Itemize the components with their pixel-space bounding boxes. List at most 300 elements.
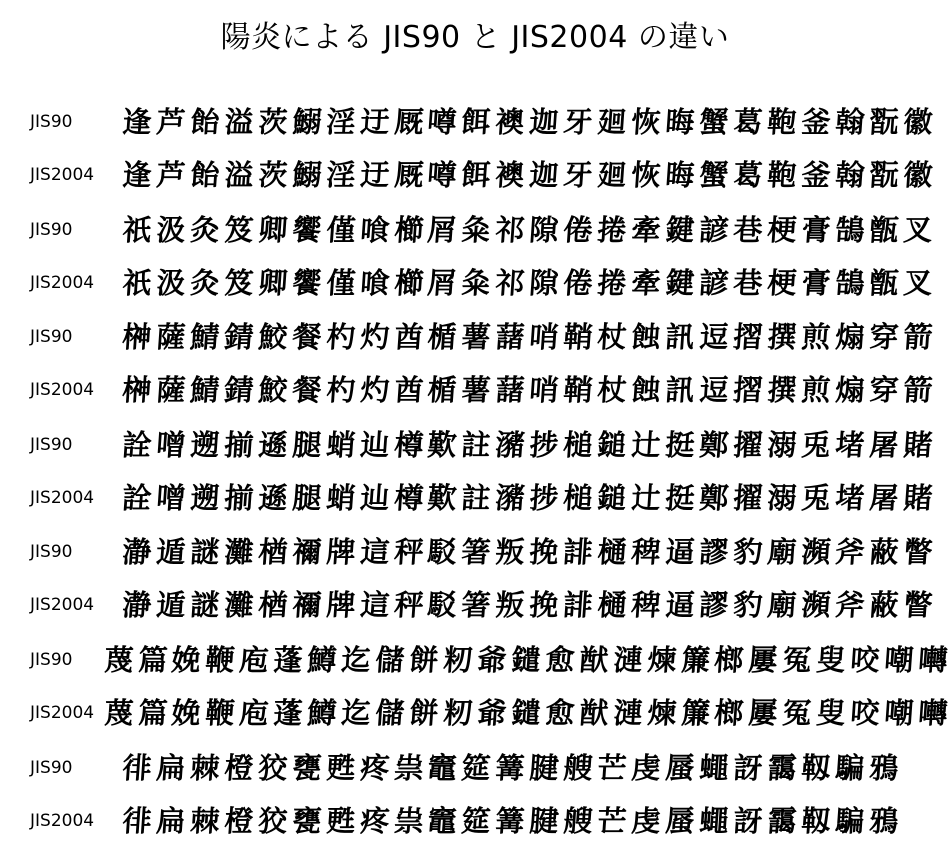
kanji-glyph: 牙 [562, 105, 594, 139]
kanji-glyph: 茨 [257, 158, 289, 192]
kanji-glyph: 飴 [189, 105, 221, 139]
kanji-glyph: 粂 [460, 212, 493, 247]
kanji-glyph: 灘 [223, 535, 255, 570]
kanji-glyph: 囀 [917, 695, 949, 730]
kanji-glyph: 橙 [223, 750, 255, 785]
jis2004-row [0, 795, 950, 848]
kanji-glyph: 淫 [324, 105, 357, 139]
kanji-glyph: 芦 [155, 158, 187, 192]
kanji-glyph: 疼 [358, 803, 391, 838]
kanji-glyph: 庖 [238, 642, 271, 677]
kanji-glyph: 餐 [290, 320, 323, 355]
kanji-glyph: 狡 [257, 750, 289, 785]
kanji-glyph: 堵 [833, 480, 866, 515]
kanji-glyph: 僅 [324, 265, 357, 300]
kanji-glyph: 迄 [340, 695, 372, 730]
jis90-label: JIS90 [30, 649, 73, 670]
kanji-glyph: 鍵 [664, 212, 696, 247]
kanji-glyph: 愈 [544, 695, 576, 730]
kanji-glyph: 鱒 [306, 695, 338, 730]
kanji-glyph: 釜 [800, 105, 832, 139]
kanji-glyph: 膏 [800, 212, 832, 247]
kanji-glyph: 甕 [290, 803, 323, 838]
kanji-glyph: 擢 [732, 427, 764, 462]
kanji-glyph: 叉 [901, 212, 934, 247]
kanji-glyph: 蟹 [698, 105, 730, 139]
kanji-glyph: 秤 [392, 535, 425, 570]
kanji-glyph: 謬 [698, 588, 730, 623]
kanji-glyph: 樽 [392, 480, 425, 515]
kanji-glyph: 禰 [290, 588, 323, 623]
kanji-glyph: 挽 [528, 588, 560, 623]
character-group [0, 311, 950, 417]
kanji-glyph: 榔 [713, 695, 746, 730]
kanji-glyph: 煉 [645, 642, 678, 677]
glyph-sequence [120, 364, 935, 417]
kanji-glyph: 賭 [901, 480, 934, 515]
kanji-glyph: 祟 [392, 803, 425, 838]
kanji-glyph: 餐 [290, 373, 323, 408]
kanji-glyph: 鎚 [596, 480, 628, 515]
jis2004-label: JIS2004 [30, 595, 95, 616]
kanji-glyph: 杓 [324, 320, 357, 355]
kanji-glyph: 迦 [528, 105, 560, 139]
kanji-glyph: 冤 [781, 642, 814, 677]
kanji-glyph: 誹 [562, 535, 594, 570]
kanji-glyph: 駁 [426, 535, 459, 570]
kanji-glyph: 灘 [223, 588, 255, 623]
kanji-glyph: 廟 [766, 535, 798, 570]
jis90-row [0, 96, 950, 149]
kanji-glyph: 汲 [155, 212, 187, 247]
jis2004-label: JIS2004 [30, 702, 95, 723]
kanji-glyph: 鰯 [290, 158, 323, 192]
kanji-glyph: 榔 [713, 642, 746, 677]
kanji-glyph: 瀞 [121, 535, 153, 570]
kanji-glyph: 穿 [867, 320, 900, 355]
kanji-glyph: 祇 [121, 212, 153, 247]
kanji-glyph: 註 [460, 427, 493, 462]
kanji-glyph: 迂 [358, 105, 391, 139]
kanji-glyph: 灸 [189, 212, 221, 247]
kanji-glyph: 鑓 [510, 642, 542, 677]
kanji-glyph: 甦 [324, 803, 357, 838]
kanji-glyph: 駁 [426, 588, 459, 623]
jis2004-label: JIS2004 [30, 272, 95, 293]
kanji-glyph: 辻 [630, 427, 662, 462]
kanji-glyph: 晦 [664, 158, 696, 192]
kanji-glyph: 鞄 [766, 158, 798, 192]
kanji-glyph: 櫛 [392, 212, 425, 247]
kanji-glyph: 訝 [732, 803, 764, 838]
kanji-glyph: 襖 [494, 105, 527, 139]
kanji-glyph: 廻 [596, 158, 628, 192]
kanji-glyph: 禰 [290, 535, 323, 570]
kanji-glyph: 薩 [155, 320, 187, 355]
glyph-sequence [120, 742, 901, 795]
kanji-glyph: 煉 [645, 695, 678, 730]
kanji-glyph: 甑 [867, 265, 900, 300]
jis2004-row [0, 364, 950, 417]
kanji-glyph: 辻 [630, 480, 662, 515]
comparison-table [0, 96, 950, 849]
kanji-glyph: 鞘 [562, 373, 594, 408]
kanji-glyph: 庖 [238, 695, 271, 730]
kanji-glyph: 翫 [867, 105, 900, 139]
kanji-glyph: 捲 [596, 212, 628, 247]
kanji-glyph: 篝 [494, 803, 527, 838]
kanji-glyph: 訊 [664, 320, 696, 355]
kanji-glyph: 牙 [562, 158, 594, 192]
jis90-row [0, 634, 950, 687]
glyph-sequence [102, 634, 950, 687]
kanji-glyph: 豹 [732, 535, 764, 570]
jis90-row [0, 419, 950, 472]
kanji-glyph: 薯 [460, 373, 493, 408]
kanji-glyph: 楢 [257, 588, 289, 623]
kanji-glyph: 樋 [596, 588, 628, 623]
kanji-glyph: 挺 [664, 480, 696, 515]
kanji-glyph: 扁 [155, 750, 187, 785]
kanji-glyph: 屠 [867, 480, 900, 515]
kanji-glyph: 溢 [223, 158, 255, 192]
kanji-glyph: 辿 [358, 480, 391, 515]
kanji-glyph: 翰 [833, 158, 866, 192]
kanji-glyph: 笈 [223, 265, 255, 300]
kanji-glyph: 逢 [121, 158, 153, 192]
kanji-glyph: 鍵 [664, 265, 696, 300]
kanji-glyph: 晦 [664, 105, 696, 139]
kanji-glyph: 恢 [630, 105, 662, 139]
kanji-glyph: 叛 [494, 588, 527, 623]
kanji-glyph: 溺 [766, 480, 798, 515]
kanji-glyph: 挽 [528, 535, 560, 570]
kanji-glyph: 廟 [766, 588, 798, 623]
kanji-glyph: 榊 [121, 373, 153, 408]
kanji-glyph: 瀕 [800, 535, 832, 570]
jis2004-row [0, 149, 950, 202]
kanji-glyph: 擢 [732, 480, 764, 515]
kanji-glyph: 哨 [528, 373, 560, 408]
kanji-glyph: 瀦 [494, 480, 527, 515]
kanji-glyph: 囀 [917, 642, 949, 677]
kanji-glyph: 蔑 [102, 695, 135, 730]
jis2004-label: JIS2004 [30, 487, 95, 508]
kanji-glyph: 遡 [189, 427, 221, 462]
kanji-glyph: 歎 [426, 480, 459, 515]
kanji-glyph: 薯 [460, 320, 493, 355]
kanji-glyph: 溺 [766, 427, 798, 462]
kanji-glyph: 秤 [392, 588, 425, 623]
kanji-glyph: 藷 [494, 373, 527, 408]
kanji-glyph: 鎚 [596, 427, 628, 462]
jis90-row [0, 204, 950, 257]
kanji-glyph: 咬 [849, 695, 881, 730]
kanji-glyph: 飴 [189, 158, 221, 192]
kanji-glyph: 籾 [442, 642, 474, 677]
kanji-glyph: 煎 [800, 373, 832, 408]
kanji-glyph: 艘 [562, 750, 594, 785]
kanji-glyph: 漣 [611, 695, 644, 730]
kanji-glyph: 翫 [867, 158, 900, 192]
kanji-glyph: 甑 [867, 212, 900, 247]
character-group [0, 634, 950, 740]
glyph-sequence [120, 204, 935, 257]
kanji-glyph: 穿 [867, 373, 900, 408]
kanji-glyph: 鯖 [189, 373, 221, 408]
kanji-glyph: 歎 [426, 427, 459, 462]
kanji-glyph: 誹 [562, 588, 594, 623]
kanji-glyph: 鄭 [698, 480, 730, 515]
kanji-glyph: 斧 [833, 535, 866, 570]
kanji-glyph: 鑓 [510, 695, 542, 730]
kanji-glyph: 噌 [155, 427, 187, 462]
kanji-glyph: 鞭 [204, 642, 237, 677]
kanji-glyph: 釜 [800, 158, 832, 192]
character-group [0, 742, 950, 848]
kanji-glyph: 甕 [290, 750, 323, 785]
kanji-glyph: 這 [358, 588, 391, 623]
kanji-glyph: 煽 [833, 373, 866, 408]
kanji-glyph: 蓬 [272, 695, 304, 730]
kanji-glyph: 娩 [170, 695, 203, 730]
kanji-glyph: 喰 [358, 265, 391, 300]
jis2004-row [0, 257, 950, 310]
kanji-glyph: 筵 [460, 803, 493, 838]
kanji-glyph: 這 [358, 535, 391, 570]
kanji-glyph: 摺 [732, 320, 764, 355]
glyph-sequence [120, 526, 935, 579]
kanji-glyph: 篇 [136, 695, 169, 730]
kanji-glyph: 徽 [901, 158, 934, 192]
kanji-glyph: 兎 [800, 480, 832, 515]
kanji-glyph: 恢 [630, 158, 662, 192]
kanji-glyph: 笈 [223, 212, 255, 247]
character-group [0, 204, 950, 310]
kanji-glyph: 槌 [562, 480, 594, 515]
kanji-glyph: 灼 [358, 320, 391, 355]
kanji-glyph: 屢 [747, 695, 780, 730]
kanji-glyph: 鴉 [867, 750, 900, 785]
kanji-glyph: 揃 [223, 427, 255, 462]
kanji-glyph: 徽 [901, 105, 934, 139]
kanji-glyph: 榊 [121, 320, 153, 355]
kanji-glyph: 膏 [800, 265, 832, 300]
kanji-glyph: 篇 [136, 642, 169, 677]
kanji-glyph: 鞄 [766, 105, 798, 139]
kanji-glyph: 猷 [577, 642, 610, 677]
kanji-glyph: 撰 [766, 320, 798, 355]
kanji-glyph: 楢 [257, 535, 289, 570]
kanji-glyph: 爺 [476, 642, 508, 677]
kanji-glyph: 謎 [189, 535, 221, 570]
kanji-glyph: 薩 [155, 373, 187, 408]
kanji-glyph: 酋 [392, 373, 425, 408]
kanji-glyph: 堵 [833, 427, 866, 462]
kanji-glyph: 儲 [374, 695, 406, 730]
kanji-glyph: 叟 [815, 695, 847, 730]
kanji-glyph: 葛 [732, 105, 764, 139]
kanji-glyph: 倦 [562, 265, 594, 300]
kanji-glyph: 簾 [679, 695, 712, 730]
kanji-glyph: 祁 [494, 212, 527, 247]
kanji-glyph: 鯖 [189, 320, 221, 355]
kanji-glyph: 謎 [189, 588, 221, 623]
kanji-glyph: 蛸 [324, 427, 357, 462]
kanji-glyph: 騙 [833, 803, 866, 838]
kanji-glyph: 牽 [630, 212, 662, 247]
kanji-glyph: 喰 [358, 212, 391, 247]
kanji-glyph: 靱 [800, 803, 832, 838]
kanji-glyph: 猷 [577, 695, 610, 730]
kanji-glyph: 靄 [766, 750, 798, 785]
glyph-sequence [120, 257, 935, 310]
kanji-glyph: 咬 [849, 642, 881, 677]
kanji-glyph: 屑 [426, 212, 459, 247]
kanji-glyph: 祟 [392, 750, 425, 785]
jis90-label: JIS90 [30, 219, 73, 240]
kanji-glyph: 棘 [189, 750, 221, 785]
kanji-glyph: 牌 [324, 535, 357, 570]
kanji-glyph: 溢 [223, 105, 255, 139]
kanji-glyph: 藷 [494, 320, 527, 355]
kanji-glyph: 汲 [155, 265, 187, 300]
kanji-glyph: 牌 [324, 588, 357, 623]
kanji-glyph: 蛸 [324, 480, 357, 515]
kanji-glyph: 錆 [223, 320, 255, 355]
kanji-glyph: 隙 [528, 212, 560, 247]
kanji-glyph: 蔽 [867, 588, 900, 623]
jis90-row [0, 526, 950, 579]
kanji-glyph: 遁 [155, 588, 187, 623]
kanji-glyph: 屑 [426, 265, 459, 300]
kanji-glyph: 叟 [815, 642, 847, 677]
kanji-glyph: 迄 [340, 642, 372, 677]
kanji-glyph: 虔 [630, 803, 662, 838]
kanji-glyph: 謬 [698, 535, 730, 570]
kanji-glyph: 逗 [698, 320, 730, 355]
kanji-glyph: 遡 [189, 480, 221, 515]
kanji-glyph: 艘 [562, 803, 594, 838]
kanji-glyph: 樋 [596, 535, 628, 570]
glyph-sequence [120, 311, 935, 364]
kanji-glyph: 僅 [324, 212, 357, 247]
kanji-glyph: 厩 [392, 158, 425, 192]
glyph-sequence [120, 96, 935, 149]
kanji-glyph: 逗 [698, 373, 730, 408]
kanji-glyph: 棘 [189, 803, 221, 838]
kanji-glyph: 酋 [392, 320, 425, 355]
kanji-glyph: 屠 [867, 427, 900, 462]
kanji-glyph: 扁 [155, 803, 187, 838]
kanji-glyph: 煎 [800, 320, 832, 355]
jis90-row [0, 742, 950, 795]
kanji-glyph: 杖 [596, 373, 628, 408]
kanji-glyph: 茨 [257, 105, 289, 139]
kanji-glyph: 籾 [442, 695, 474, 730]
kanji-glyph: 愈 [544, 642, 576, 677]
kanji-glyph: 兎 [800, 427, 832, 462]
kanji-glyph: 櫛 [392, 265, 425, 300]
jis2004-row [0, 687, 950, 740]
kanji-glyph: 鞘 [562, 320, 594, 355]
kanji-glyph: 卿 [257, 212, 289, 247]
kanji-glyph: 撰 [766, 373, 798, 408]
kanji-glyph: 蓬 [272, 642, 304, 677]
kanji-glyph: 逼 [664, 588, 696, 623]
character-group [0, 526, 950, 632]
jis2004-label: JIS2004 [30, 165, 95, 185]
kanji-glyph: 祇 [121, 265, 153, 300]
kanji-glyph: 揃 [223, 480, 255, 515]
kanji-glyph: 腱 [528, 803, 560, 838]
kanji-glyph: 灼 [358, 373, 391, 408]
kanji-glyph: 楯 [426, 373, 459, 408]
kanji-glyph: 煽 [833, 320, 866, 355]
kanji-glyph: 靄 [766, 803, 798, 838]
kanji-glyph: 箭 [901, 373, 934, 408]
jis90-label: JIS90 [30, 112, 73, 132]
kanji-glyph: 蝕 [630, 320, 662, 355]
kanji-glyph: 翰 [833, 105, 866, 139]
kanji-glyph: 瞥 [901, 535, 934, 570]
kanji-glyph: 虔 [630, 750, 662, 785]
kanji-glyph: 捲 [596, 265, 628, 300]
kanji-glyph: 瀞 [121, 588, 153, 623]
kanji-glyph: 捗 [528, 480, 560, 515]
kanji-glyph: 詮 [121, 427, 153, 462]
kanji-glyph: 饗 [290, 212, 323, 247]
kanji-glyph: 襖 [494, 158, 527, 192]
kanji-glyph: 箭 [901, 320, 934, 355]
kanji-glyph: 辿 [358, 427, 391, 462]
kanji-glyph: 杖 [596, 320, 628, 355]
kanji-glyph: 叉 [901, 265, 934, 300]
kanji-glyph: 葛 [732, 158, 764, 192]
kanji-glyph: 鰯 [290, 105, 323, 139]
kanji-glyph: 狡 [257, 803, 289, 838]
kanji-glyph: 捗 [528, 427, 560, 462]
kanji-glyph: 噂 [426, 158, 459, 192]
kanji-glyph: 疼 [358, 750, 391, 785]
character-group [0, 419, 950, 525]
kanji-glyph: 娩 [170, 642, 203, 677]
kanji-glyph: 蔑 [102, 642, 135, 677]
kanji-glyph: 竈 [426, 803, 459, 838]
kanji-glyph: 梗 [766, 265, 798, 300]
kanji-glyph: 豹 [732, 588, 764, 623]
kanji-glyph: 訝 [732, 750, 764, 785]
glyph-sequence [102, 687, 950, 740]
kanji-glyph: 芒 [596, 750, 628, 785]
kanji-glyph: 厩 [392, 105, 425, 139]
jis2004-row [0, 579, 950, 632]
kanji-glyph: 嘲 [883, 642, 915, 677]
kanji-glyph: 遁 [155, 535, 187, 570]
kanji-glyph: 迦 [528, 158, 560, 192]
jis2004-label: JIS2004 [30, 380, 95, 401]
kanji-glyph: 甦 [324, 750, 357, 785]
kanji-glyph: 箸 [460, 588, 493, 623]
kanji-glyph: 篝 [494, 750, 527, 785]
kanji-glyph: 鵠 [833, 212, 866, 247]
kanji-glyph: 餅 [408, 642, 440, 677]
kanji-glyph: 倦 [562, 212, 594, 247]
kanji-glyph: 遜 [257, 427, 289, 462]
kanji-glyph: 巷 [732, 212, 764, 247]
kanji-glyph: 鵠 [833, 265, 866, 300]
kanji-glyph: 靱 [800, 750, 832, 785]
